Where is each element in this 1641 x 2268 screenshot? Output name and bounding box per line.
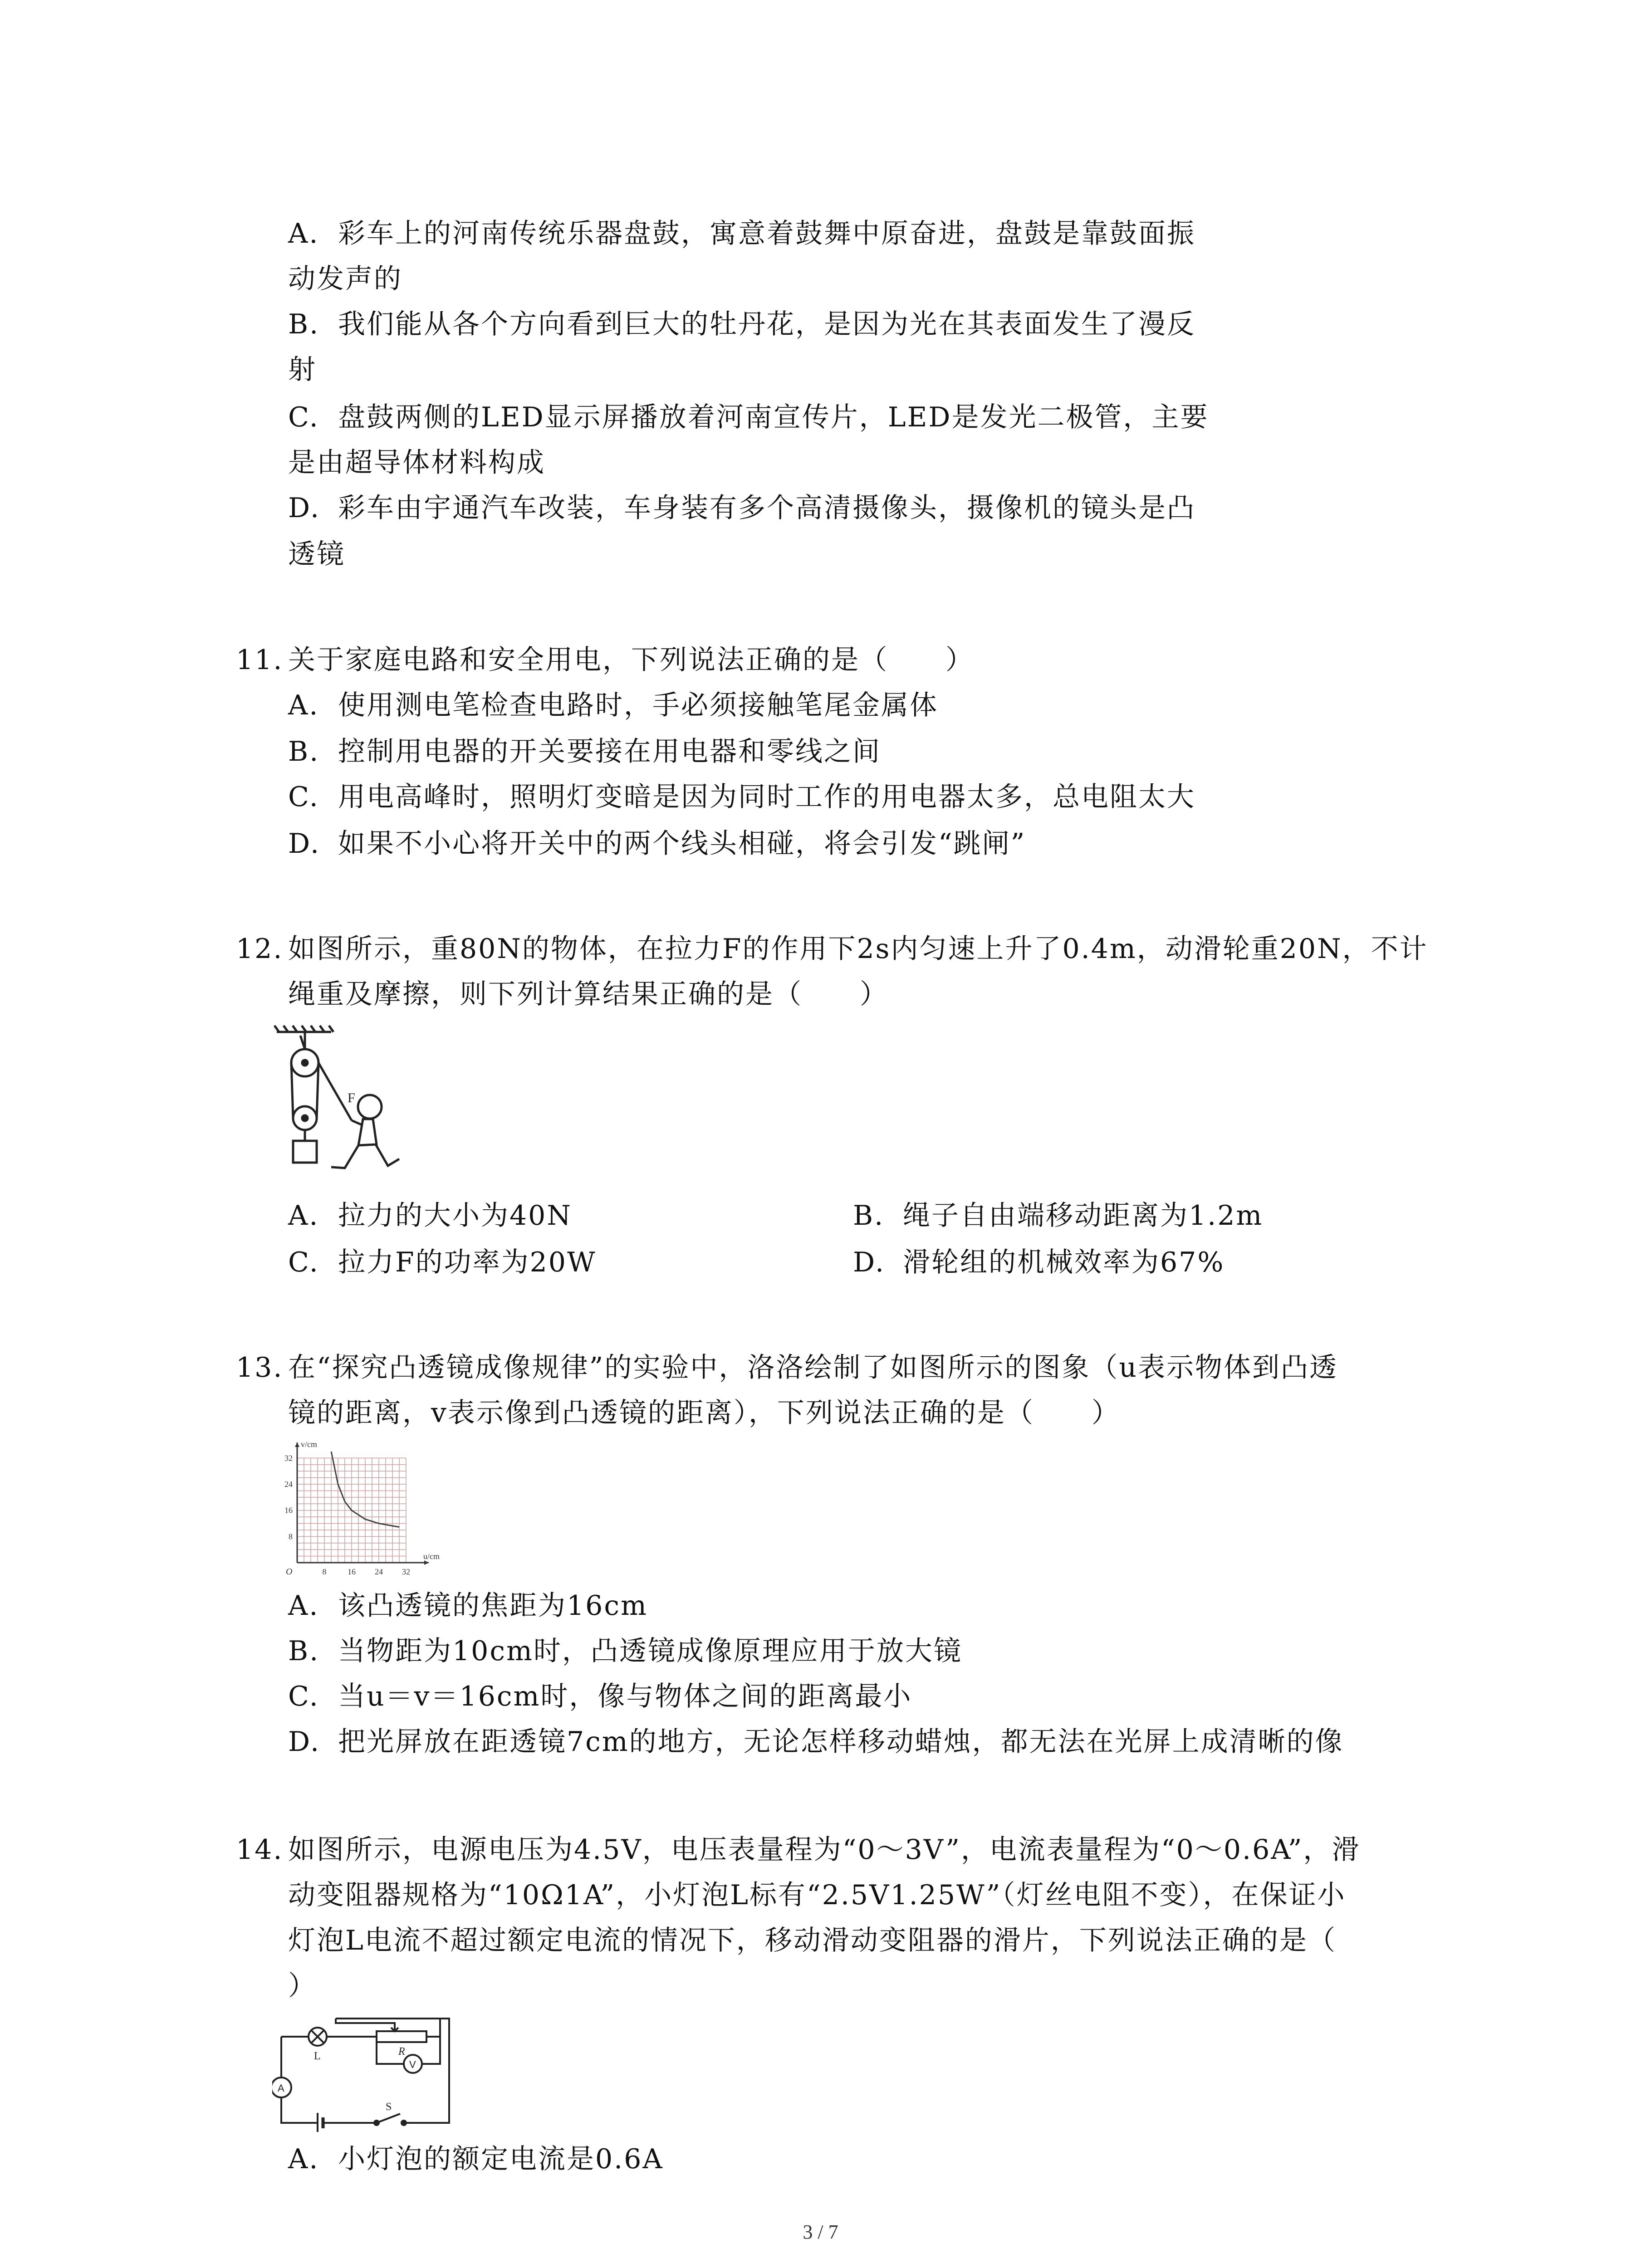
q11-option-b: B. 控制用电器的开关要接在用电器和零线之间 xyxy=(288,736,881,767)
uv-graph xyxy=(272,1440,445,1585)
wire-voltmeter-right xyxy=(422,2037,440,2064)
y-axis-label: v/cm xyxy=(301,1440,317,1449)
switch-label: S xyxy=(386,2101,392,2113)
x-tick-label: 16 xyxy=(348,1567,356,1576)
q13-option-c: C. 当u＝v＝16cm时，像与物体之间的距离最小 xyxy=(288,1681,912,1712)
q12-stem-line1: 12. 如图所示，重80N的物体，在拉力F的作用下2s内匀速上升了0.4m，动滑轮重20N，不计 xyxy=(236,933,1428,965)
y-tick-label: 8 xyxy=(289,1532,293,1541)
wire-left-lower xyxy=(281,2098,318,2123)
q13-stem-line2: 镜的距离，v表示像到凸透镜的距离），下列说法正确的是（ ） xyxy=(288,1397,1120,1429)
rheostat-label: R xyxy=(398,2046,405,2058)
x-tick-label: 24 xyxy=(375,1567,383,1576)
ammeter-label: A xyxy=(278,2082,284,2094)
x-tick-label: 8 xyxy=(322,1567,327,1576)
graph-ticks xyxy=(284,1453,410,1576)
q11-option-d: D. 如果不小心将开关中的两个线头相碰，将会引发“跳闸” xyxy=(288,828,1026,860)
wire-right xyxy=(336,2019,449,2123)
q14-stem-line4: ） xyxy=(288,1970,317,2002)
switch-blade xyxy=(377,2114,400,2123)
x-axis-label: u/cm xyxy=(423,1552,440,1561)
q12-option-b: B. 绳子自由端移动距离为1.2m xyxy=(853,1200,1264,1232)
force-label: F xyxy=(348,1090,355,1105)
rheostat-body xyxy=(377,2031,426,2042)
q10-option-b: B. 我们能从各个方向看到巨大的牡丹花，是因为光在其表面发生了漫反 xyxy=(288,308,1195,340)
q13-option-a: A. 该凸透镜的焦距为16cm xyxy=(288,1590,648,1622)
rope-free-end xyxy=(318,1063,352,1120)
y-tick-label: 16 xyxy=(284,1505,293,1515)
q11-option-a: A. 使用测电笔检查电路时，手必须接触笔尾金属体 xyxy=(288,689,938,721)
slider-wire xyxy=(336,2019,395,2030)
q13-option-b: B. 当物距为10cm时，凸透镜成像原理应用于放大镜 xyxy=(288,1635,962,1667)
circuit-figure xyxy=(272,2009,463,2132)
q10-option-c-cont: 是由超导体材料构成 xyxy=(288,447,545,479)
q13-option-d: D. 把光屏放在距透镜7cm的地方，无论怎样移动蜡烛，都无法在光屏上成清晰的像 xyxy=(288,1726,1344,1758)
voltmeter-label: V xyxy=(409,2059,416,2070)
q13-stem-line1: 13. 在“探究凸透镜成像规律”的实验中，洛洛绘制了如图所示的图象（u表示物体到凸透 xyxy=(236,1352,1338,1383)
lamp-label: L xyxy=(314,2050,321,2062)
pulley-figure xyxy=(272,1023,408,1191)
q10-option-d: D. 彩车由宇通汽车改装，车身装有多个高清摄像头，摄像机的镜头是凸 xyxy=(288,492,1195,524)
y-tick-label: 32 xyxy=(284,1453,293,1463)
x-tick-label: 32 xyxy=(402,1567,410,1576)
y-axis-arrow xyxy=(295,1442,299,1447)
q11-stem: 11. 关于家庭电路和安全用电，下列说法正确的是（ ） xyxy=(236,644,974,676)
q12-option-a: A. 拉力的大小为40N xyxy=(288,1200,572,1232)
x-axis-arrow xyxy=(424,1560,429,1565)
q10-option-a: A. 彩车上的河南传统乐器盘鼓，寓意着鼓舞中原奋进，盘鼓是靠鼓面振 xyxy=(288,218,1195,249)
q12-option-c: C. 拉力F的功率为20W xyxy=(288,1246,597,1278)
q14-option-a: A. 小灯泡的额定电流是0.6A xyxy=(288,2143,664,2175)
weight-block xyxy=(293,1141,317,1163)
q11-option-c: C. 用电高峰时，照明灯变暗是因为同时工作的用电器太多，总电阻太大 xyxy=(288,781,1195,813)
q10-option-a-cont: 动发声的 xyxy=(288,263,402,295)
q14-stem-line1: 14. 如图所示，电源电压为4.5V，电压表量程为“0～3V”，电流表量程为“0～0.6A”，滑 xyxy=(236,1834,1361,1866)
q10-option-d-cont: 透镜 xyxy=(288,538,345,570)
page-number: 3 / 7 xyxy=(803,2221,838,2243)
child-figure xyxy=(331,1095,399,1168)
q10-option-b-cont: 射 xyxy=(288,354,317,386)
origin-label: O xyxy=(286,1567,293,1577)
q12-option-d: D. 滑轮组的机械效率为67% xyxy=(853,1246,1225,1278)
wire-rheostat-right xyxy=(426,2019,440,2037)
y-tick-label: 24 xyxy=(284,1480,293,1489)
q14-stem-line3: 灯泡L电流不超过额定电流的情况下，移动滑动变阻器的滑片，下列说法正确的是（ xyxy=(288,1925,1337,1956)
q10-option-c: C. 盘鼓两侧的LED显示屏播放着河南宣传片，LED是发光二极管，主要 xyxy=(288,401,1209,433)
q12-stem-line2: 绳重及摩擦，则下列计算结果正确的是（ ） xyxy=(288,978,888,1010)
q14-stem-line2: 动变阻器规格为“10Ω1A”，小灯泡L标有“2.5V1.25W”（灯丝电阻不变），在保证小 xyxy=(288,1879,1346,1911)
